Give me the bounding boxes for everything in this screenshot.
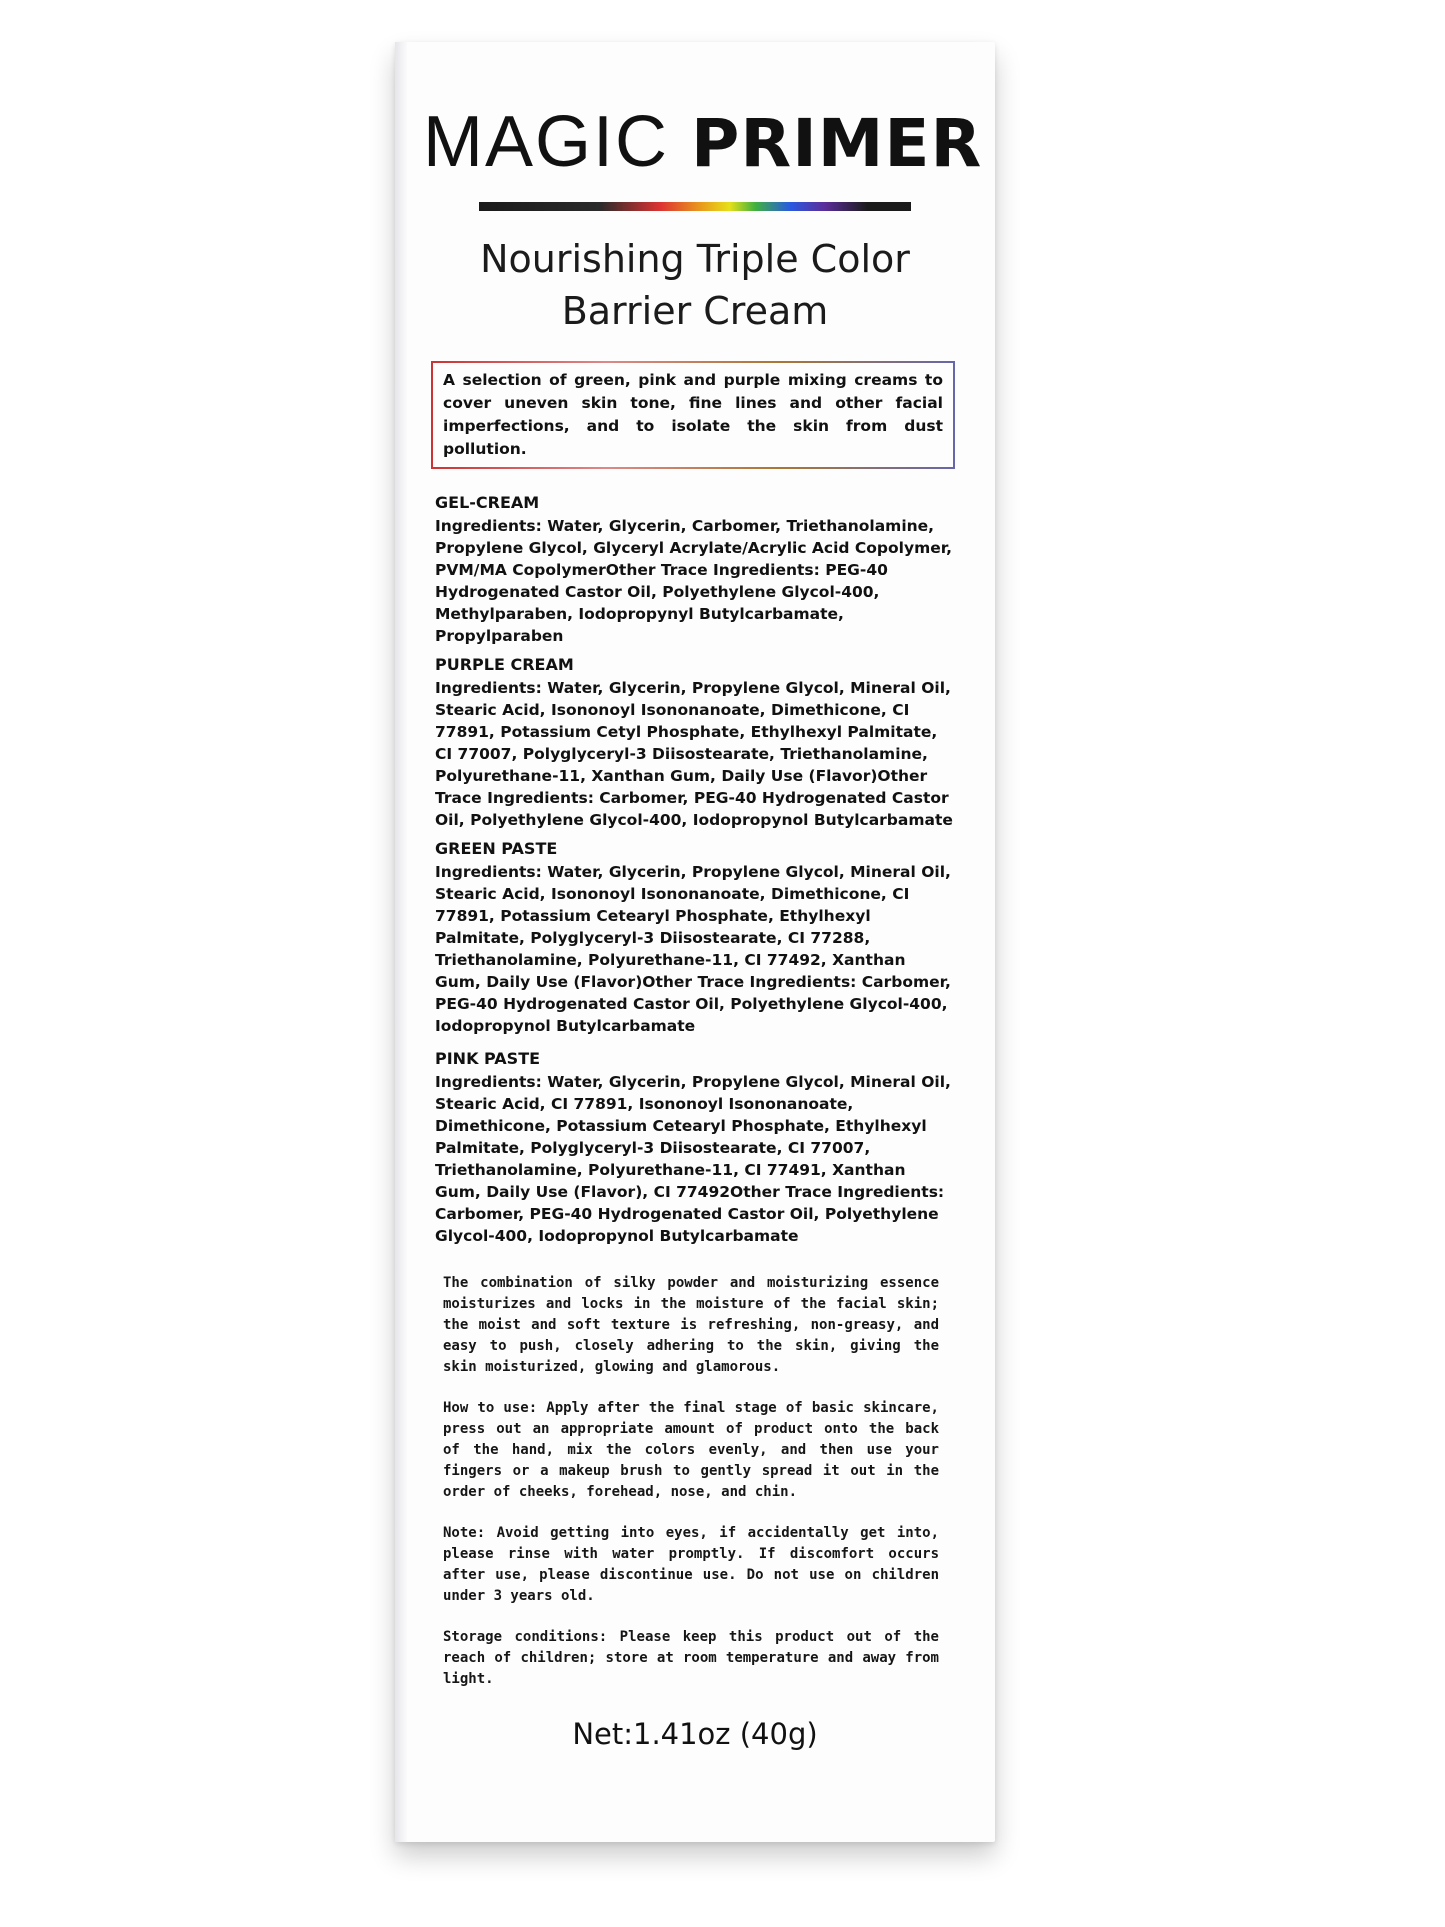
- product-box: [395, 42, 995, 1842]
- section-gel-cream: [435, 491, 955, 647]
- section-body: Ingredients: Water, Glycerin, Carbomer, Triethanolamine, Propylene Glycol, Glyceryl Acrylate/Acrylic Acid Copolymer, PVM/MA CopolymerOther Trace Ingredients: PEG-40 Hydrogenated Castor Oil, Polyethylene Glycol-400, Methylparaben, Iodopropynyl Butylcarbamate, Propylparaben: [435, 517, 953, 645]
- section-body: Ingredients: Water, Glycerin, Propylene Glycol, Mineral Oil, Stearic Acid, Isononoyl Isononanoate, Dimethicone, CI 77891, Potassium Cetyl Phosphate, Ethylhexyl Palmitate, CI 77007, Polyglyceryl-3 Diisostearate, Triethanolamine, Polyurethane-11, Xanthan Gum, Daily Use (Flavor)Other Trace Ingredients: Carbomer, PEG-40 Hydrogenated Castor Oil, Polyethylene Glycol-400, Iodopropynol Butylcarbamate: [435, 679, 953, 829]
- intro-box: A selection of green, pink and purple mixing creams to cover uneven skin tone, fine lines and other facial imperfections, and to isolate the skin from dust pollution.: [431, 361, 955, 469]
- box-label: [423, 102, 983, 1754]
- section-heading: PINK PASTE: [435, 1049, 541, 1068]
- section-pink-paste: [435, 1047, 955, 1247]
- brand-light-word: MAGIC: [423, 102, 670, 182]
- description-paragraph: The combination of silky powder and moisturizing essence moisturizes and locks in the moisture of the facial skin; the moist and soft texture is refreshing, non-greasy, and easy to push, closely adhering to the skin, giving the skin moisturized, glowing and glamorous.: [443, 1275, 939, 1375]
- ingredients-list: [423, 491, 967, 1247]
- note-paragraph: Note: Avoid getting into eyes, if accidentally get into, please rinse with water promptly. If discomfort occurs after use, please discontinue use. Do not use on children under 3 years old.: [443, 1525, 939, 1604]
- section-heading: GEL-CREAM: [435, 493, 540, 512]
- box-side-edge: [395, 42, 407, 1842]
- product-subtitle: [423, 233, 967, 337]
- section-body: Ingredients: Water, Glycerin, Propylene Glycol, Mineral Oil, Stearic Acid, CI 77891, Isononoyl Isononanoate, Dimethicone, Potassium Cetearyl Phosphate, Ethylhexyl Palmitate, Polyglyceryl-3 Diisostearate, CI 77007, Triethanolamine, Polyurethane-11, CI 77491, Xanthan Gum, Daily Use (Flavor), CI 77492Other Trace Ingredients: Carbomer, PEG-40 Hydrogenated Castor Oil, Polyethylene Glycol-400, Iodopropynol Butylcarbamate: [435, 1073, 951, 1245]
- rainbow-divider: [479, 202, 911, 211]
- section-green-paste: [435, 837, 955, 1037]
- section-heading: GREEN PASTE: [435, 839, 558, 858]
- brand-title: [423, 102, 983, 184]
- section-heading: PURPLE CREAM: [435, 655, 574, 674]
- net-weight: Net:1.41oz (40g): [572, 1717, 818, 1751]
- subtitle-line-1: Nourishing Triple Color: [480, 237, 910, 281]
- section-body: Ingredients: Water, Glycerin, Propylene Glycol, Mineral Oil, Stearic Acid, Isononoyl Isononanoate, Dimethicone, CI 77891, Potassium Cetearyl Phosphate, Ethylhexyl Palmitate, Polyglyceryl-3 Diisostearate, CI 77288, Triethanolamine, Polyurethane-11, CI 77492, Xanthan Gum, Daily Use (Flavor)Other Trace Ingredients: Carbomer, PEG-40 Hydrogenated Castor Oil, Polyethylene Glycol-400, Iodopropynol Butylcarbamate: [435, 863, 951, 1035]
- how-to-use-paragraph: How to use: Apply after the final stage of basic skincare, press out an appropriate amount of product onto the back of the hand, mix the colors evenly, and then use your fingers or a makeup brush to gently spread it out in the order of cheeks, forehead, nose, and chin.: [443, 1400, 939, 1500]
- storage-paragraph: Storage conditions: Please keep this product out of the reach of children; store at room temperature and away from light.: [443, 1629, 939, 1687]
- subtitle-line-2: Barrier Cream: [561, 289, 829, 333]
- brand-bold-word: PRIMER: [691, 105, 983, 182]
- section-purple-cream: [435, 653, 955, 831]
